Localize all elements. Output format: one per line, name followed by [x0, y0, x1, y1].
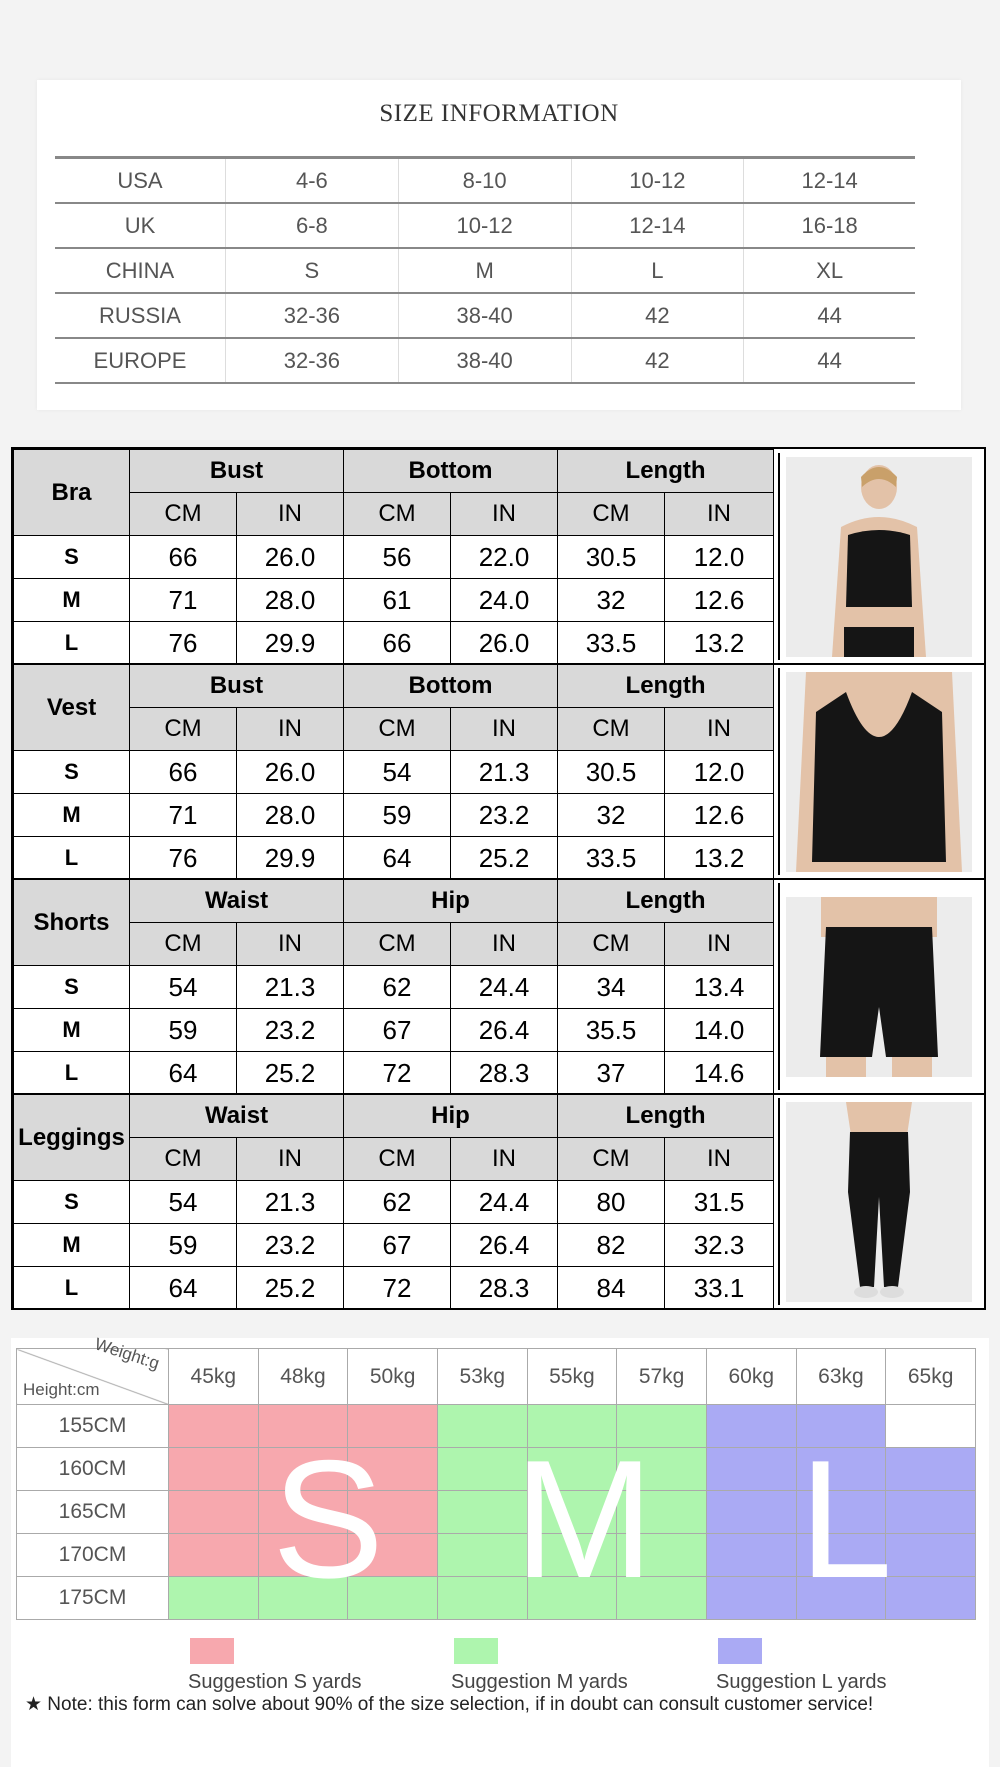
size-info-row	[55, 248, 915, 293]
weight-header: 45kg	[169, 1349, 259, 1405]
unit-in-header: IN	[451, 493, 558, 536]
size-cell	[886, 1534, 976, 1577]
unit-cm-header: CM	[344, 493, 451, 536]
legend-label-l: Suggestion L yards	[716, 1671, 887, 1693]
measurement-value: 23.2	[237, 1009, 344, 1052]
size-info-region: USA	[55, 158, 226, 204]
size-info-value: 38-40	[398, 338, 571, 383]
size-cell	[886, 1577, 976, 1620]
size-label: L	[14, 1052, 130, 1095]
measurement-value: 64	[344, 837, 451, 880]
measurement-value: 56	[344, 536, 451, 579]
size-cell	[886, 1448, 976, 1491]
unit-in-header: IN	[665, 923, 774, 966]
measurement-table	[13, 449, 774, 665]
size-cell	[706, 1491, 796, 1534]
measurement-value: 80	[558, 1181, 665, 1224]
size-info-value: 32-36	[226, 338, 399, 383]
height-header: 175CM	[17, 1577, 169, 1620]
category-label: Vest	[14, 665, 130, 751]
unit-cm-header: CM	[344, 1138, 451, 1181]
measurement-value: 12.0	[665, 751, 774, 794]
size-cell	[706, 1577, 796, 1620]
unit-in-header: IN	[237, 1138, 344, 1181]
size-info-row	[55, 338, 915, 383]
size-letter-s: S	[272, 1425, 385, 1613]
size-info-value: 6-8	[226, 203, 399, 248]
size-label: L	[14, 622, 130, 665]
size-info-value: XL	[744, 248, 915, 293]
measurement-block-vest	[13, 664, 984, 879]
measurement-value: 23.2	[451, 794, 558, 837]
measurement-value: 33.1	[665, 1267, 774, 1310]
measurement-group-header: Hip	[344, 880, 558, 923]
weight-header: 50kg	[348, 1349, 438, 1405]
unit-in-header: IN	[451, 923, 558, 966]
table-row	[14, 837, 774, 880]
unit-in-header: IN	[665, 708, 774, 751]
measurement-value: 59	[130, 1224, 237, 1267]
measurement-group-header: Length	[558, 880, 774, 923]
size-info-region: EUROPE	[55, 338, 226, 383]
unit-in-header: IN	[237, 923, 344, 966]
size-info-value: 42	[571, 293, 744, 338]
size-letter-m: M	[514, 1425, 654, 1613]
measurement-group-header: Waist	[130, 1095, 344, 1138]
weight-header: 63kg	[796, 1349, 886, 1405]
measurement-value: 26.0	[237, 536, 344, 579]
size-label: M	[14, 579, 130, 622]
measurement-value: 14.0	[665, 1009, 774, 1052]
measurement-value: 25.2	[451, 837, 558, 880]
weight-height-size-guide	[11, 1334, 989, 1767]
table-row	[14, 751, 774, 794]
measurement-value: 33.5	[558, 622, 665, 665]
size-cell	[169, 1577, 259, 1620]
size-info-row	[55, 293, 915, 338]
measurement-value: 32	[558, 579, 665, 622]
size-guide-note: ★ Note: this form can solve about 90% of the size selection, if in doubt can consult customer service!	[25, 1694, 874, 1715]
measurement-table	[13, 664, 774, 880]
unit-cm-header: CM	[130, 1138, 237, 1181]
unit-in-header: IN	[665, 1138, 774, 1181]
size-cell	[706, 1534, 796, 1577]
unit-cm-header: CM	[558, 708, 665, 751]
measurement-value: 30.5	[558, 751, 665, 794]
size-letter-l: L	[799, 1425, 893, 1613]
size-info-value: 8-10	[398, 158, 571, 204]
size-cell	[169, 1448, 259, 1491]
measurement-value: 26.4	[451, 1224, 558, 1267]
measurement-group-header: Length	[558, 1095, 774, 1138]
table-row	[14, 536, 774, 579]
unit-cm-header: CM	[130, 708, 237, 751]
measurement-value: 21.3	[237, 1181, 344, 1224]
measurement-value: 67	[344, 1224, 451, 1267]
measurement-value: 54	[344, 751, 451, 794]
size-info-value: L	[571, 248, 744, 293]
measurement-value: 66	[130, 751, 237, 794]
table-row	[14, 966, 774, 1009]
measurement-value: 24.4	[451, 966, 558, 1009]
size-cell	[169, 1405, 259, 1448]
measurement-value: 67	[344, 1009, 451, 1052]
weight-axis-label: Weight:g	[92, 1334, 162, 1374]
height-header: 165CM	[17, 1491, 169, 1534]
unit-in-header: IN	[237, 708, 344, 751]
measurement-block-shorts	[13, 879, 984, 1094]
unit-cm-header: CM	[344, 708, 451, 751]
measurement-value: 13.2	[665, 622, 774, 665]
measurement-value: 29.9	[237, 837, 344, 880]
measurement-value: 54	[130, 966, 237, 1009]
legend-swatch-s	[190, 1638, 234, 1664]
measurement-group-header: Bottom	[344, 450, 558, 493]
measurement-tables	[11, 447, 986, 1310]
weight-header: 48kg	[258, 1349, 348, 1405]
bra-photo	[778, 453, 978, 660]
measurement-value: 32	[558, 794, 665, 837]
measurement-value: 23.2	[237, 1224, 344, 1267]
unit-in-header: IN	[451, 1138, 558, 1181]
table-row	[14, 1224, 774, 1267]
measurement-group-header: Bottom	[344, 665, 558, 708]
measurement-group-header: Waist	[130, 880, 344, 923]
measurement-value: 13.2	[665, 837, 774, 880]
size-info-value: 44	[744, 338, 915, 383]
size-information-card	[37, 80, 961, 410]
measurement-value: 34	[558, 966, 665, 1009]
size-cell	[169, 1534, 259, 1577]
measurement-value: 84	[558, 1267, 665, 1310]
weight-height-corner	[17, 1334, 169, 1405]
measurement-value: 22.0	[451, 536, 558, 579]
size-label: L	[14, 837, 130, 880]
size-info-value: M	[398, 248, 571, 293]
height-header: 160CM	[17, 1448, 169, 1491]
measurement-value: 64	[130, 1267, 237, 1310]
unit-cm-header: CM	[130, 493, 237, 536]
measurement-value: 21.3	[451, 751, 558, 794]
size-info-row	[55, 158, 915, 204]
measurement-value: 12.6	[665, 579, 774, 622]
size-label: S	[14, 966, 130, 1009]
size-info-value: 44	[744, 293, 915, 338]
measurement-value: 12.6	[665, 794, 774, 837]
measurement-value: 24.4	[451, 1181, 558, 1224]
table-row	[14, 622, 774, 665]
unit-in-header: IN	[451, 708, 558, 751]
measurement-group-header: Bust	[130, 450, 344, 493]
size-cell	[886, 1491, 976, 1534]
size-info-value: 38-40	[398, 293, 571, 338]
measurement-value: 26.0	[451, 622, 558, 665]
measurement-value: 12.0	[665, 536, 774, 579]
size-info-region: RUSSIA	[55, 293, 226, 338]
measurement-value: 28.0	[237, 579, 344, 622]
measurement-value: 28.3	[451, 1052, 558, 1095]
legend-label-m: Suggestion M yards	[451, 1671, 628, 1693]
size-info-value: 10-12	[571, 158, 744, 204]
size-label: M	[14, 794, 130, 837]
table-row	[14, 579, 774, 622]
shorts-photo	[778, 883, 978, 1090]
measurement-value: 66	[130, 536, 237, 579]
measurement-group-header: Hip	[344, 1095, 558, 1138]
measurement-group-header: Bust	[130, 665, 344, 708]
table-row	[14, 1052, 774, 1095]
measurement-value: 25.2	[237, 1267, 344, 1310]
measurement-value: 72	[344, 1267, 451, 1310]
measurement-value: 28.3	[451, 1267, 558, 1310]
measurement-table	[13, 879, 774, 1095]
leggings-photo	[778, 1098, 978, 1305]
measurement-value: 25.2	[237, 1052, 344, 1095]
height-header: 155CM	[17, 1405, 169, 1448]
category-label: Bra	[14, 450, 130, 536]
legend-swatch-l	[718, 1638, 762, 1664]
unit-in-header: IN	[237, 493, 344, 536]
size-conversion-table	[55, 156, 915, 384]
size-label: S	[14, 751, 130, 794]
table-row	[14, 794, 774, 837]
measurement-value: 66	[344, 622, 451, 665]
measurement-value: 61	[344, 579, 451, 622]
measurement-value: 32.3	[665, 1224, 774, 1267]
measurement-value: 37	[558, 1052, 665, 1095]
size-info-value: S	[226, 248, 399, 293]
measurement-value: 31.5	[665, 1181, 774, 1224]
legend-label-s: Suggestion S yards	[188, 1671, 362, 1693]
table-row	[14, 1009, 774, 1052]
measurement-value: 13.4	[665, 966, 774, 1009]
size-info-region: CHINA	[55, 248, 226, 293]
measurement-value: 76	[130, 622, 237, 665]
unit-cm-header: CM	[558, 923, 665, 966]
size-info-value: 16-18	[744, 203, 915, 248]
weight-header: 57kg	[617, 1349, 707, 1405]
measurement-value: 26.4	[451, 1009, 558, 1052]
size-label: M	[14, 1224, 130, 1267]
size-info-row	[55, 203, 915, 248]
measurement-value: 33.5	[558, 837, 665, 880]
measurement-value: 82	[558, 1224, 665, 1267]
unit-cm-header: CM	[344, 923, 451, 966]
weight-header: 60kg	[706, 1349, 796, 1405]
height-header: 170CM	[17, 1534, 169, 1577]
measurement-value: 30.5	[558, 536, 665, 579]
size-cell	[886, 1405, 976, 1448]
size-cell	[706, 1448, 796, 1491]
measurement-value: 14.6	[665, 1052, 774, 1095]
size-info-value: 32-36	[226, 293, 399, 338]
legend-swatch-m	[454, 1638, 498, 1664]
measurement-group-header: Length	[558, 665, 774, 708]
measurement-value: 59	[130, 1009, 237, 1052]
weight-header: 53kg	[437, 1349, 527, 1405]
size-information-title: SIZE INFORMATION	[379, 100, 619, 127]
size-label: L	[14, 1267, 130, 1310]
size-info-value: 4-6	[226, 158, 399, 204]
size-label: S	[14, 536, 130, 579]
size-info-value: 42	[571, 338, 744, 383]
measurement-block-leggings	[13, 1094, 984, 1309]
size-label: S	[14, 1181, 130, 1224]
height-axis-label: Height:cm	[23, 1380, 100, 1399]
measurement-value: 54	[130, 1181, 237, 1224]
table-row	[14, 1267, 774, 1310]
vest-photo	[778, 668, 978, 875]
size-info-value: 12-14	[744, 158, 915, 204]
measurement-table	[13, 1094, 774, 1310]
unit-cm-header: CM	[558, 493, 665, 536]
measurement-value: 76	[130, 837, 237, 880]
size-info-value: 10-12	[398, 203, 571, 248]
measurement-value: 59	[344, 794, 451, 837]
measurement-value: 35.5	[558, 1009, 665, 1052]
unit-cm-header: CM	[130, 923, 237, 966]
measurement-value: 62	[344, 1181, 451, 1224]
measurement-value: 29.9	[237, 622, 344, 665]
table-row	[14, 1181, 774, 1224]
measurement-value: 71	[130, 579, 237, 622]
measurement-value: 62	[344, 966, 451, 1009]
measurement-value: 64	[130, 1052, 237, 1095]
measurement-block-bra	[13, 449, 984, 664]
measurement-value: 72	[344, 1052, 451, 1095]
weight-header: 65kg	[886, 1349, 976, 1405]
measurement-value: 71	[130, 794, 237, 837]
measurement-value: 26.0	[237, 751, 344, 794]
size-info-region: UK	[55, 203, 226, 248]
weight-header: 55kg	[527, 1349, 617, 1405]
measurement-group-header: Length	[558, 450, 774, 493]
measurement-value: 24.0	[451, 579, 558, 622]
size-info-value: 12-14	[571, 203, 744, 248]
unit-cm-header: CM	[558, 1138, 665, 1181]
measurement-value: 21.3	[237, 966, 344, 1009]
size-cell	[169, 1491, 259, 1534]
category-label: Shorts	[14, 880, 130, 966]
size-label: M	[14, 1009, 130, 1052]
category-label: Leggings	[14, 1095, 130, 1181]
unit-in-header: IN	[665, 493, 774, 536]
measurement-value: 28.0	[237, 794, 344, 837]
size-cell	[706, 1405, 796, 1448]
